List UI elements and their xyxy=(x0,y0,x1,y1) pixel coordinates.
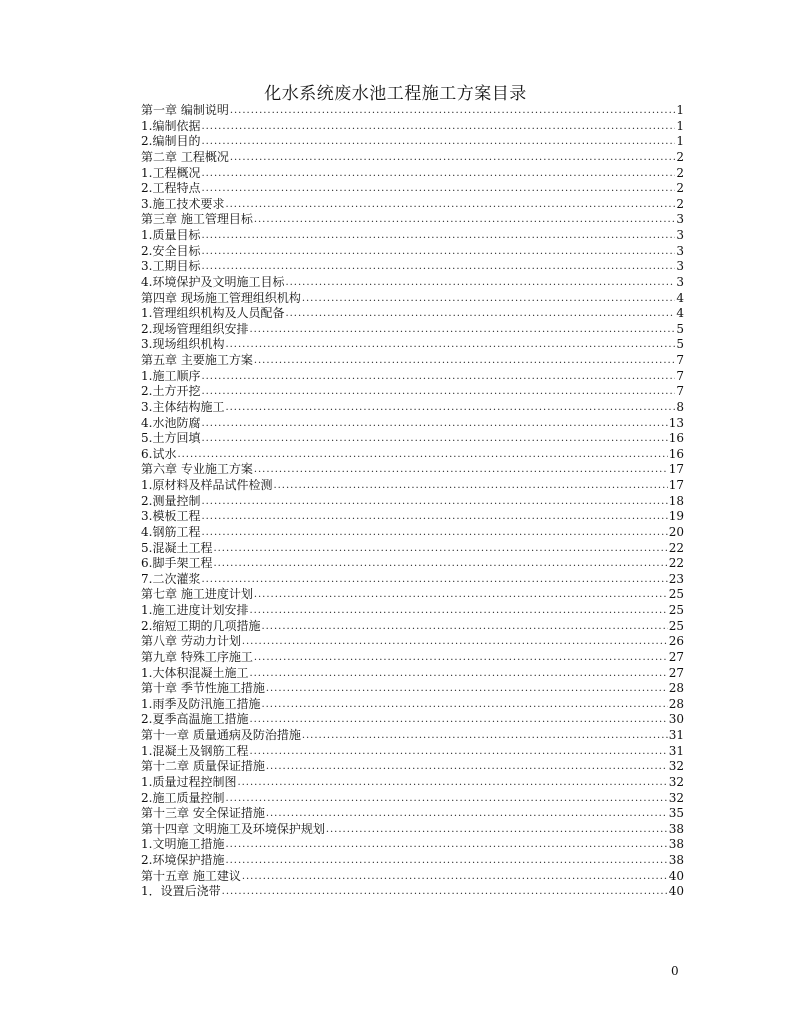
toc-entry-label: 2.测量控制 xyxy=(141,493,201,508)
toc-entry-page-number: 38 xyxy=(668,853,684,867)
toc-entry-page-number: 20 xyxy=(668,524,684,539)
toc-dot-leader xyxy=(213,541,667,557)
toc-dot-leader xyxy=(201,134,675,150)
toc-entry-label: 2.土方开挖 xyxy=(141,384,201,399)
toc-entry[interactable] xyxy=(141,509,684,525)
toc-entry[interactable] xyxy=(141,291,684,307)
toc-entry-label: 1.施工顺序 xyxy=(141,368,201,383)
toc-entry-label: 2.缩短工期的几项措施 xyxy=(141,618,261,633)
toc-dot-leader xyxy=(230,103,676,119)
toc-entry[interactable] xyxy=(141,400,684,416)
toc-entry[interactable] xyxy=(141,681,684,697)
toc-entry-label: 3.工期目标 xyxy=(141,259,201,274)
toc-entry[interactable] xyxy=(141,806,684,822)
toc-entry-page-number: 2 xyxy=(676,181,684,196)
toc-entry-page-number: 27 xyxy=(668,665,684,680)
toc-entry-page-number: 1 xyxy=(676,118,684,133)
toc-entry[interactable] xyxy=(141,869,684,885)
toc-dot-leader xyxy=(254,353,676,369)
toc-entry-page-number: 2 xyxy=(676,196,684,211)
toc-dot-leader xyxy=(225,837,667,853)
toc-entry-page-number: 1 xyxy=(676,134,684,149)
toc-entry-page-number: 8 xyxy=(676,399,684,414)
toc-dot-leader xyxy=(254,462,668,478)
toc-entry-page-number: 25 xyxy=(668,587,684,602)
toc-entry-page-number: 3 xyxy=(676,212,684,227)
toc-entry[interactable] xyxy=(141,697,684,713)
toc-entry-page-number: 13 xyxy=(668,415,684,430)
toc-entry-label: 1.编制依据 xyxy=(141,118,201,133)
toc-entry[interactable] xyxy=(141,228,684,244)
toc-dot-leader xyxy=(242,869,668,885)
toc-entry-label: 2.环境保护措施 xyxy=(141,853,225,867)
toc-entry-page-number: 3 xyxy=(676,243,684,258)
toc-dot-leader xyxy=(201,494,667,510)
toc-entry-label: 2.夏季高温施工措施 xyxy=(141,712,249,727)
toc-entry-label: 1.质量目标 xyxy=(141,228,201,242)
toc-dot-leader xyxy=(201,384,675,400)
toc-entry[interactable] xyxy=(141,369,684,385)
toc-dot-leader xyxy=(201,166,675,182)
toc-dot-leader xyxy=(285,306,675,322)
toc-entry-page-number: 31 xyxy=(668,728,684,742)
toc-entry-label: 第十章 季节性施工措施 xyxy=(141,681,265,696)
toc-entry-label: 第三章 施工管理目标 xyxy=(141,212,253,227)
toc-dot-leader xyxy=(230,150,676,166)
toc-dot-leader xyxy=(201,369,675,385)
toc-entry[interactable] xyxy=(141,150,684,166)
toc-entry-page-number: 32 xyxy=(668,759,684,774)
toc-entry-page-number: 2 xyxy=(676,149,684,164)
toc-dot-leader xyxy=(273,478,667,494)
toc-entry-label: 1.混凝土及钢筋工程 xyxy=(141,743,249,758)
toc-entry-page-number: 27 xyxy=(668,649,684,664)
toc-dot-leader xyxy=(201,228,675,244)
toc-entry[interactable] xyxy=(141,306,684,322)
toc-entry[interactable] xyxy=(141,494,684,510)
toc-entry-label: 2.现场管理组织安排 xyxy=(141,321,249,336)
toc-entry[interactable] xyxy=(141,431,684,447)
toc-entry[interactable] xyxy=(141,853,684,869)
toc-entry[interactable] xyxy=(141,134,684,150)
toc-dot-leader xyxy=(261,619,667,635)
toc-dot-leader xyxy=(201,431,667,447)
toc-entry-label: 1.文明施工措施 xyxy=(141,837,225,852)
toc-entry-label: 3.主体结构施工 xyxy=(141,399,225,414)
toc-entry[interactable] xyxy=(141,759,684,775)
toc-entry-label: 第十二章 质量保证措施 xyxy=(141,759,265,774)
toc-entry[interactable] xyxy=(141,259,684,275)
toc-dot-leader xyxy=(249,744,667,760)
toc-entry-page-number: 3 xyxy=(676,228,684,242)
toc-dot-leader xyxy=(201,181,675,197)
toc-entry-page-number: 7 xyxy=(676,353,684,367)
toc-dot-leader xyxy=(254,650,668,666)
toc-dot-leader xyxy=(261,697,667,713)
toc-dot-leader xyxy=(201,572,667,588)
toc-entry-label: 1.原材料及样品试件检测 xyxy=(141,478,273,492)
toc-entry-page-number: 25 xyxy=(668,603,684,617)
toc-entry-label: 6.脚手架工程 xyxy=(141,556,213,571)
toc-entry-label: 2.施工质量控制 xyxy=(141,790,225,805)
toc-entry[interactable] xyxy=(141,884,684,900)
toc-entry-page-number: 38 xyxy=(668,821,684,836)
toc-dot-leader xyxy=(326,822,668,838)
toc-entry-page-number: 35 xyxy=(668,806,684,821)
toc-entry-page-number: 17 xyxy=(668,462,684,477)
toc-dot-leader xyxy=(237,775,667,791)
toc-dot-leader xyxy=(249,712,667,728)
toc-dot-leader xyxy=(266,806,668,822)
toc-entry-page-number: 22 xyxy=(668,540,684,555)
toc-dot-leader xyxy=(201,416,667,432)
toc-entry-page-number: 26 xyxy=(668,634,684,649)
toc-entry-label: 第二章 工程概况 xyxy=(141,149,229,164)
toc-dot-leader xyxy=(254,587,668,603)
toc-entry[interactable] xyxy=(141,822,684,838)
toc-entry-page-number: 4 xyxy=(676,306,684,321)
toc-dot-leader xyxy=(225,853,667,869)
toc-entry[interactable] xyxy=(141,447,684,463)
toc-entry-label: 第九章 特殊工序施工 xyxy=(141,649,253,664)
toc-entry[interactable] xyxy=(141,634,684,650)
toc-entry-label: 第七章 施工进度计划 xyxy=(141,587,253,602)
toc-entry-label: 2.工程特点 xyxy=(141,181,201,196)
toc-entry-label: 1.工程概况 xyxy=(141,165,201,180)
toc-entry[interactable] xyxy=(141,197,684,213)
toc-entry-page-number: 22 xyxy=(668,556,684,571)
toc-entry-label: 1.质量过程控制图 xyxy=(141,774,237,789)
table-of-contents xyxy=(141,103,684,900)
toc-entry-label: 5.土方回填 xyxy=(141,431,201,446)
toc-dot-leader xyxy=(222,884,668,900)
toc-entry[interactable] xyxy=(141,728,684,744)
toc-entry[interactable] xyxy=(141,775,684,791)
toc-entry[interactable] xyxy=(141,103,684,119)
toc-entry-label: 第四章 现场施工管理组织机构 xyxy=(141,290,301,305)
toc-entry-label: 第五章 主要施工方案 xyxy=(141,353,253,367)
toc-entry-page-number: 4 xyxy=(676,290,684,305)
toc-entry[interactable] xyxy=(141,837,684,853)
toc-entry-page-number: 2 xyxy=(676,165,684,180)
toc-dot-leader xyxy=(177,447,667,463)
toc-dot-leader xyxy=(201,259,675,275)
toc-entry[interactable] xyxy=(141,384,684,400)
toc-entry-page-number: 32 xyxy=(668,774,684,789)
toc-entry-page-number: 25 xyxy=(668,618,684,633)
toc-dot-leader xyxy=(225,400,675,416)
toc-entry-label: 7.二次灌浆 xyxy=(141,571,201,586)
toc-dot-leader xyxy=(225,197,675,213)
toc-dot-leader xyxy=(242,634,668,650)
toc-dot-leader xyxy=(201,244,675,260)
toc-entry-label: 第十一章 质量通病及防治措施 xyxy=(141,728,301,742)
toc-entry-page-number: 18 xyxy=(668,493,684,508)
toc-entry-page-number: 5 xyxy=(676,321,684,336)
toc-entry[interactable] xyxy=(141,337,684,353)
toc-entry-page-number: 28 xyxy=(668,681,684,696)
toc-entry-label: 第十四章 文明施工及环境保护规划 xyxy=(141,821,325,836)
toc-dot-leader xyxy=(249,603,667,619)
toc-entry[interactable] xyxy=(141,181,684,197)
document-title: 化水系统废水池工程施工方案目录 xyxy=(264,84,527,104)
toc-dot-leader xyxy=(201,525,667,541)
toc-entry-page-number: 23 xyxy=(668,571,684,586)
toc-entry-page-number: 19 xyxy=(668,509,684,524)
toc-entry[interactable] xyxy=(141,541,684,557)
toc-entry-label: 1.施工进度计划安排 xyxy=(141,603,249,617)
toc-entry-label: 3.模板工程 xyxy=(141,509,201,524)
toc-entry-page-number: 30 xyxy=(668,712,684,727)
toc-entry[interactable] xyxy=(141,166,684,182)
toc-entry-label: 1．设置后浇带 xyxy=(141,884,221,899)
toc-entry[interactable] xyxy=(141,744,684,760)
toc-entry[interactable] xyxy=(141,416,684,432)
toc-entry-label: 第十三章 安全保证措施 xyxy=(141,806,265,821)
toc-entry-label: 4.钢筋工程 xyxy=(141,524,201,539)
toc-dot-leader xyxy=(302,728,668,744)
toc-entry-page-number: 16 xyxy=(668,446,684,461)
toc-entry-page-number: 7 xyxy=(676,368,684,383)
toc-entry-page-number: 3 xyxy=(676,259,684,274)
toc-entry[interactable] xyxy=(141,244,684,260)
toc-entry-page-number: 28 xyxy=(668,696,684,711)
toc-entry-page-number: 1 xyxy=(676,103,684,117)
toc-dot-leader xyxy=(249,666,667,682)
toc-entry[interactable] xyxy=(141,212,684,228)
toc-entry[interactable] xyxy=(141,556,684,572)
toc-entry-label: 1.雨季及防汛施工措施 xyxy=(141,696,261,711)
toc-entry-page-number: 5 xyxy=(676,337,684,352)
toc-dot-leader xyxy=(285,275,675,291)
toc-entry[interactable] xyxy=(141,603,684,619)
toc-entry[interactable] xyxy=(141,572,684,588)
toc-entry-page-number: 17 xyxy=(668,478,684,492)
toc-entry-label: 5.混凝土工程 xyxy=(141,540,213,555)
toc-dot-leader xyxy=(225,337,675,353)
toc-entry[interactable] xyxy=(141,525,684,541)
toc-entry[interactable] xyxy=(141,353,684,369)
toc-entry[interactable] xyxy=(141,619,684,635)
toc-dot-leader xyxy=(249,322,675,338)
toc-entry-page-number: 38 xyxy=(668,837,684,852)
toc-entry-label: 3.现场组织机构 xyxy=(141,337,225,352)
toc-dot-leader xyxy=(266,759,668,775)
toc-entry[interactable] xyxy=(141,666,684,682)
toc-dot-leader xyxy=(213,556,667,572)
toc-entry[interactable] xyxy=(141,712,684,728)
toc-entry-label: 4.环境保护及文明施工目标 xyxy=(141,274,285,289)
toc-dot-leader xyxy=(266,681,668,697)
toc-entry-label: 第六章 专业施工方案 xyxy=(141,462,253,477)
toc-dot-leader xyxy=(254,212,676,228)
toc-entry[interactable] xyxy=(141,650,684,666)
toc-entry[interactable] xyxy=(141,275,684,291)
toc-entry-label: 2.安全目标 xyxy=(141,243,201,258)
toc-entry-label: 1.大体积混凝土施工 xyxy=(141,665,249,680)
toc-entry-page-number: 3 xyxy=(676,274,684,289)
toc-entry[interactable] xyxy=(141,322,684,338)
toc-entry-label: 第十五章 施工建议 xyxy=(141,868,241,883)
toc-entry-label: 第一章 编制说明 xyxy=(141,103,229,117)
toc-entry[interactable] xyxy=(141,119,684,135)
toc-entry-label: 1.管理组织机构及人员配备 xyxy=(141,306,285,321)
toc-dot-leader xyxy=(302,291,676,307)
footer-page-number: 0 xyxy=(671,964,679,978)
toc-entry[interactable] xyxy=(141,791,684,807)
toc-entry-page-number: 32 xyxy=(668,790,684,805)
toc-entry-label: 2.编制目的 xyxy=(141,134,201,149)
toc-entry-page-number: 16 xyxy=(668,431,684,446)
toc-entry-label: 6.试水 xyxy=(141,446,177,461)
toc-entry[interactable] xyxy=(141,587,684,603)
toc-entry[interactable] xyxy=(141,462,684,478)
toc-entry-label: 4.水池防腐 xyxy=(141,415,201,430)
toc-entry-page-number: 7 xyxy=(676,384,684,399)
toc-dot-leader xyxy=(201,119,675,135)
toc-entry-page-number: 40 xyxy=(668,884,684,899)
toc-entry-label: 第八章 劳动力计划 xyxy=(141,634,241,649)
toc-entry[interactable] xyxy=(141,478,684,494)
toc-entry-page-number: 31 xyxy=(668,743,684,758)
toc-dot-leader xyxy=(201,509,667,525)
toc-entry-page-number: 40 xyxy=(668,868,684,883)
toc-entry-label: 3.施工技术要求 xyxy=(141,196,225,211)
toc-dot-leader xyxy=(225,791,667,807)
